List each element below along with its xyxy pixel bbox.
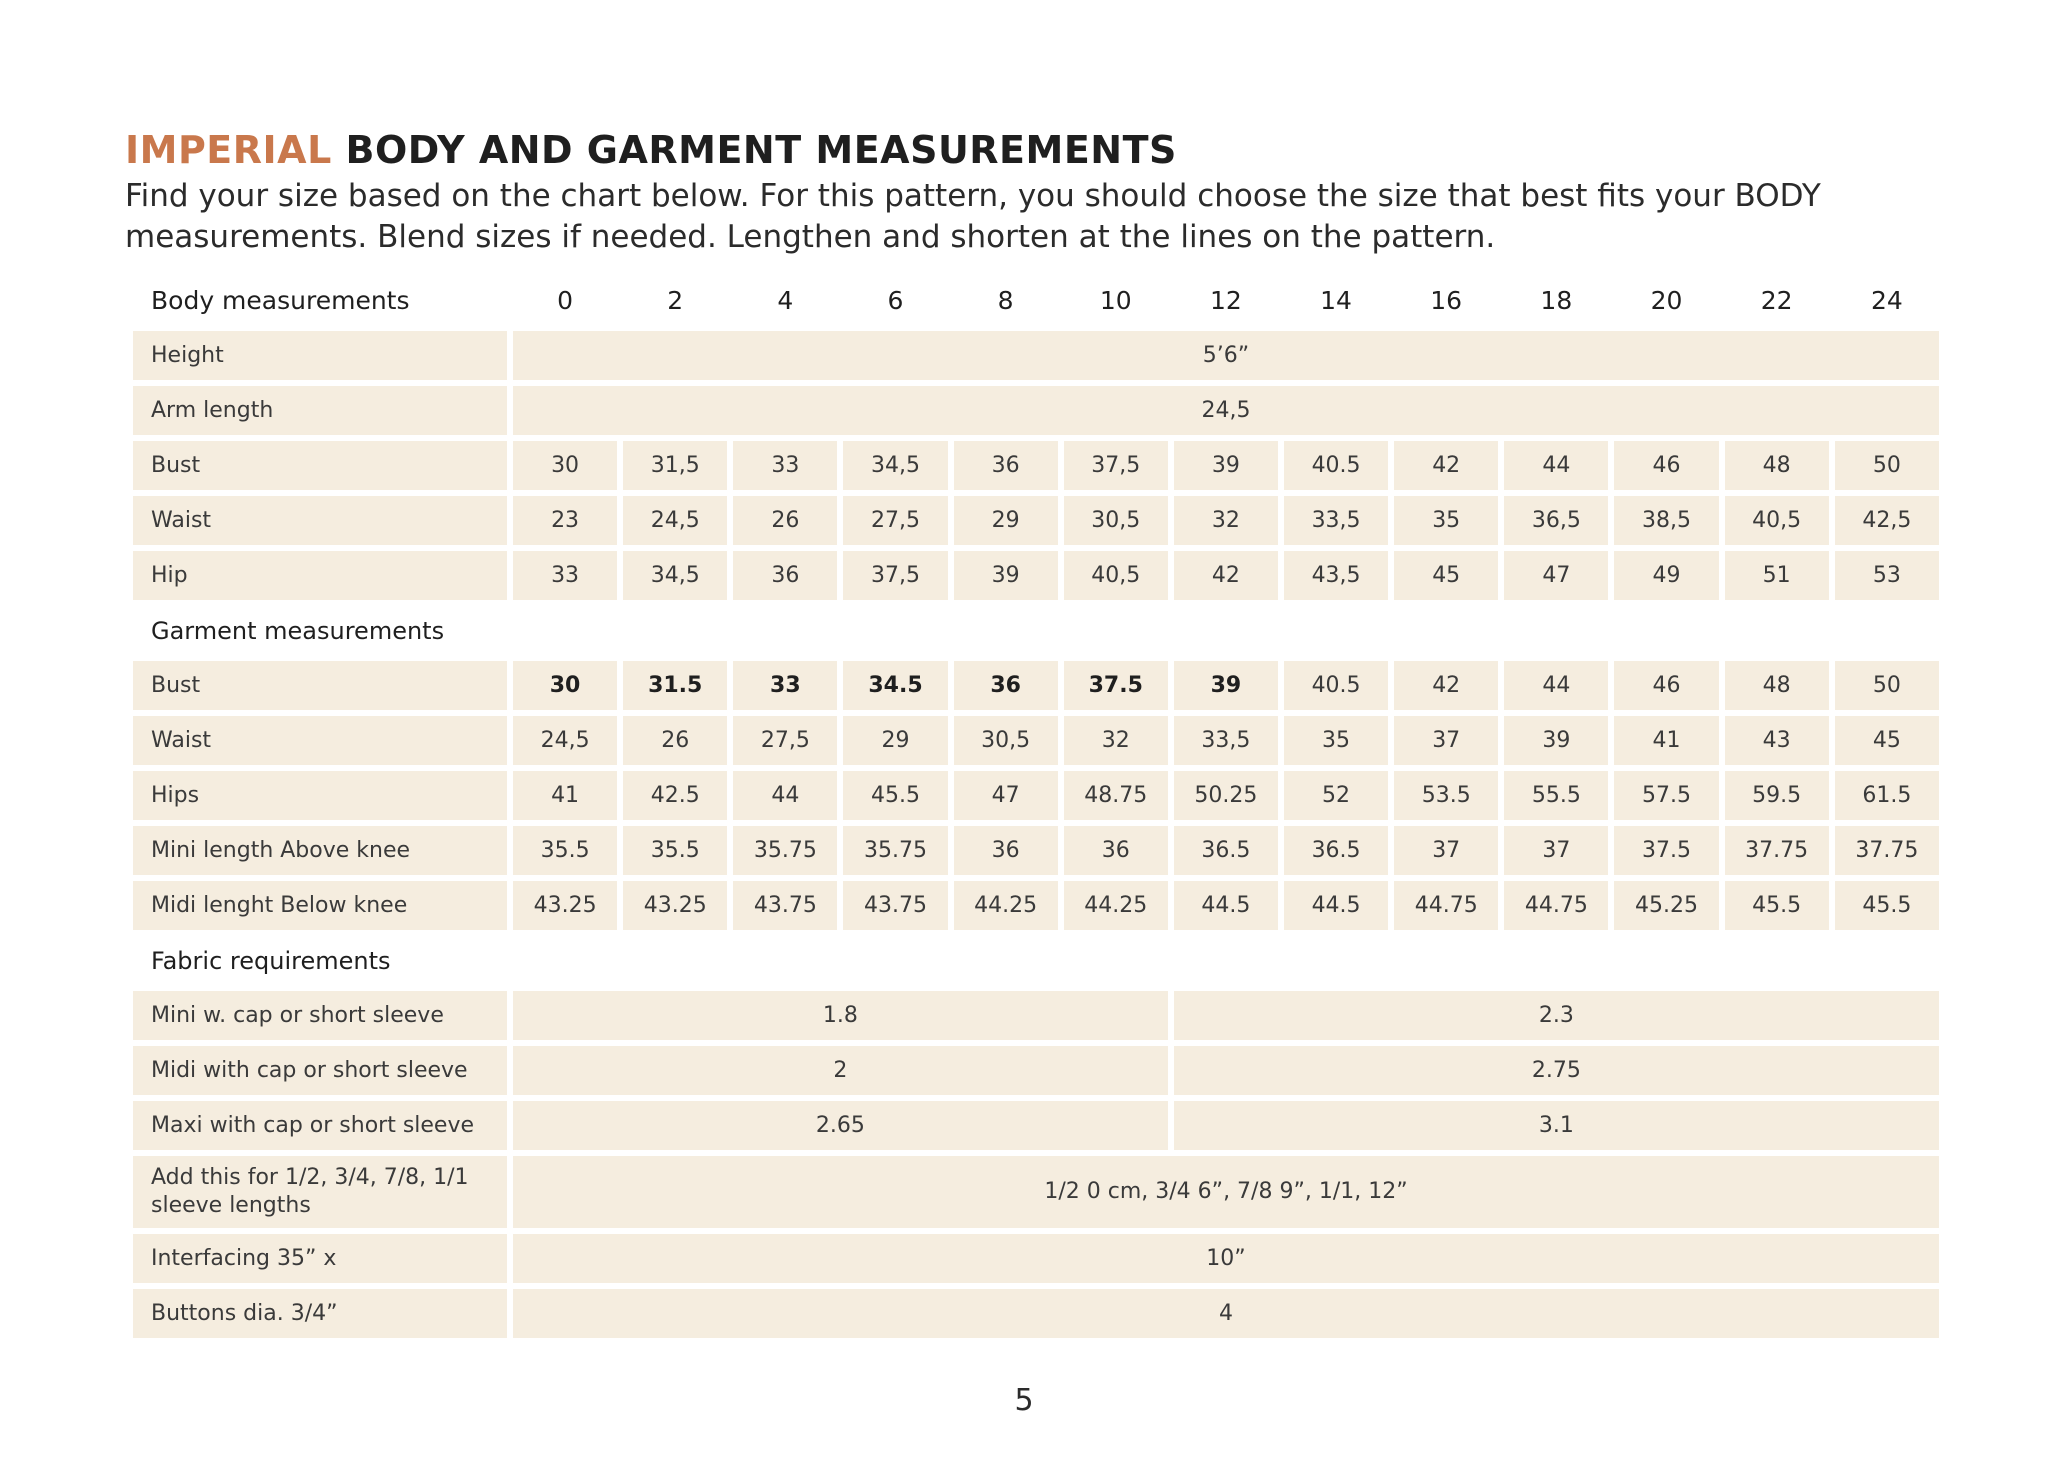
measurement-cell: 44 bbox=[1504, 441, 1608, 490]
page-number: 5 bbox=[1014, 1383, 1034, 1418]
measurement-cell: 26 bbox=[733, 496, 837, 545]
measurement-cell: 33 bbox=[733, 441, 837, 490]
measurement-cell: 37,5 bbox=[843, 551, 947, 600]
measurement-cell: 37.5 bbox=[1064, 661, 1168, 710]
measurement-cell: 57.5 bbox=[1614, 771, 1718, 820]
measurement-cell: 45.5 bbox=[843, 771, 947, 820]
size-header: 12 bbox=[1210, 286, 1242, 315]
measurement-cell: 46 bbox=[1614, 661, 1718, 710]
measurement-cell: 49 bbox=[1614, 551, 1718, 600]
row-label: Midi lenght Below knee bbox=[133, 881, 507, 930]
measurement-cell: 43.75 bbox=[733, 881, 837, 930]
measurement-cell: 42.5 bbox=[623, 771, 727, 820]
measurement-cell: 40,5 bbox=[1064, 551, 1168, 600]
body-measurement-row bbox=[133, 551, 1939, 600]
measurement-cell: 59.5 bbox=[1725, 771, 1829, 820]
size-header: 6 bbox=[887, 286, 904, 315]
fabric-small-value: 2.65 bbox=[513, 1101, 1168, 1150]
sleeve-label-line-2: sleeve lengths bbox=[151, 1193, 311, 1218]
measurement-cell: 53 bbox=[1835, 551, 1939, 600]
body-measurement-row bbox=[133, 496, 1939, 545]
measurement-cell: 37 bbox=[1504, 826, 1608, 875]
interfacing-row bbox=[133, 1234, 1939, 1283]
fabric-large-value: 3.1 bbox=[1174, 1101, 1939, 1150]
measurement-cell: 40,5 bbox=[1725, 496, 1829, 545]
row-label: Midi with cap or short sleeve bbox=[133, 1046, 507, 1095]
row-label: Arm length bbox=[133, 386, 507, 435]
measurement-cell: 27,5 bbox=[843, 496, 947, 545]
fabric-row bbox=[133, 1101, 1939, 1150]
title-rest: BODY AND GARMENT MEASUREMENTS bbox=[331, 128, 1177, 172]
measurement-cell: 32 bbox=[1064, 716, 1168, 765]
measurement-cell: 40.5 bbox=[1284, 441, 1388, 490]
measurement-cell: 43.25 bbox=[513, 881, 617, 930]
measurement-cell: 44.25 bbox=[954, 881, 1058, 930]
title-accent: IMPERIAL bbox=[125, 128, 332, 172]
intro-line-1: Find your size based on the chart below. For this pattern, you should choose the size that best fits your BODY bbox=[125, 178, 1821, 214]
size-header: 24 bbox=[1870, 286, 1903, 315]
row-label: Bust bbox=[133, 661, 507, 710]
measurement-cell: 38,5 bbox=[1614, 496, 1718, 545]
measurement-cell: 26 bbox=[623, 716, 727, 765]
size-header: 2 bbox=[667, 286, 684, 315]
buttons-value: 4 bbox=[513, 1289, 1939, 1338]
arm-length-row bbox=[133, 386, 1939, 435]
measurement-cell: 30,5 bbox=[1064, 496, 1168, 545]
measurement-cell: 35 bbox=[1394, 496, 1498, 545]
measurement-cell: 29 bbox=[954, 496, 1058, 545]
row-label: Hips bbox=[133, 771, 507, 820]
row-label: Bust bbox=[133, 441, 507, 490]
height-row bbox=[133, 331, 1939, 380]
measurement-cell: 30 bbox=[513, 661, 617, 710]
size-header: 22 bbox=[1760, 286, 1793, 315]
fabric-row bbox=[133, 1046, 1939, 1095]
body-measurements-header: Body measurements bbox=[151, 286, 410, 315]
measurement-cell: 37.75 bbox=[1725, 826, 1829, 875]
size-header: 8 bbox=[997, 286, 1014, 315]
fabric-small-value: 1.8 bbox=[513, 991, 1168, 1040]
measurement-cell: 43,5 bbox=[1284, 551, 1388, 600]
buttons-row bbox=[133, 1289, 1939, 1338]
measurement-cell: 33 bbox=[733, 661, 837, 710]
measurement-cell: 42 bbox=[1394, 441, 1498, 490]
row-label: Mini length Above knee bbox=[133, 826, 507, 875]
measurement-cell: 44.75 bbox=[1394, 881, 1498, 930]
garment-measurement-row bbox=[133, 881, 1939, 930]
measurement-cell: 42 bbox=[1174, 551, 1278, 600]
measurement-cell: 31,5 bbox=[623, 441, 727, 490]
measurement-cell: 47 bbox=[954, 771, 1058, 820]
measurement-cell: 36 bbox=[733, 551, 837, 600]
measurement-cell: 37.75 bbox=[1835, 826, 1939, 875]
measurement-cell: 44.25 bbox=[1064, 881, 1168, 930]
interfacing-value: 10” bbox=[513, 1234, 1939, 1283]
measurement-cell: 61.5 bbox=[1835, 771, 1939, 820]
intro-text bbox=[125, 176, 1945, 258]
garment-measurements-header: Garment measurements bbox=[151, 616, 445, 645]
measurement-cell: 35.75 bbox=[843, 826, 947, 875]
sleeve-length-value: 1/2 0 cm, 3/4 6”, 7/8 9”, 1/1, 12” bbox=[513, 1156, 1939, 1228]
garment-measurement-row bbox=[133, 771, 1939, 820]
measurement-cell: 44 bbox=[1504, 661, 1608, 710]
measurement-cell: 35.75 bbox=[733, 826, 837, 875]
row-label: Maxi with cap or short sleeve bbox=[133, 1101, 507, 1150]
measurement-cell: 37,5 bbox=[1064, 441, 1168, 490]
row-label: Waist bbox=[133, 716, 507, 765]
row-label: Hip bbox=[133, 551, 507, 600]
fabric-large-value: 2.75 bbox=[1174, 1046, 1939, 1095]
measurement-cell: 50 bbox=[1835, 661, 1939, 710]
measurement-cell: 37 bbox=[1394, 826, 1498, 875]
row-label: Waist bbox=[133, 496, 507, 545]
measurement-cell: 29 bbox=[843, 716, 947, 765]
measurement-cell: 36.5 bbox=[1174, 826, 1278, 875]
measurement-cell: 48 bbox=[1725, 661, 1829, 710]
measurement-cell: 39 bbox=[1504, 716, 1608, 765]
page-title bbox=[125, 128, 1177, 172]
measurement-cell: 39 bbox=[954, 551, 1058, 600]
measurement-cell: 23 bbox=[513, 496, 617, 545]
measurement-cell: 27,5 bbox=[733, 716, 837, 765]
measurement-cell: 53.5 bbox=[1394, 771, 1498, 820]
body-measurement-row bbox=[133, 441, 1939, 490]
measurement-cell: 44.5 bbox=[1174, 881, 1278, 930]
measurement-cell: 48.75 bbox=[1064, 771, 1168, 820]
measurement-cell: 33,5 bbox=[1284, 496, 1388, 545]
measurement-cell: 35.5 bbox=[623, 826, 727, 875]
measurement-cell: 24,5 bbox=[623, 496, 727, 545]
measurement-cell: 39 bbox=[1174, 441, 1278, 490]
measurement-cell: 34.5 bbox=[843, 661, 947, 710]
size-chart-body bbox=[133, 276, 1939, 1338]
measurement-cell: 41 bbox=[513, 771, 617, 820]
fabric-row bbox=[133, 991, 1939, 1040]
measurement-cell: 37 bbox=[1394, 716, 1498, 765]
measurement-cell: 36,5 bbox=[1504, 496, 1608, 545]
measurement-cell: 36 bbox=[954, 661, 1058, 710]
measurement-cell: 51 bbox=[1725, 551, 1829, 600]
measurement-cell: 46 bbox=[1614, 441, 1718, 490]
measurement-cell: 34,5 bbox=[623, 551, 727, 600]
row-label: Height bbox=[133, 331, 507, 380]
measurement-cell: 42,5 bbox=[1835, 496, 1939, 545]
intro-line-2: measurements. Blend sizes if needed. Lengthen and shorten at the lines on the pattern. bbox=[125, 219, 1496, 255]
measurement-cell: 34,5 bbox=[843, 441, 947, 490]
fabric-requirements-header: Fabric requirements bbox=[151, 946, 391, 975]
measurement-cell: 36 bbox=[954, 441, 1058, 490]
garment-measurement-row bbox=[133, 661, 1939, 710]
measurement-cell: 50 bbox=[1835, 441, 1939, 490]
measurement-cell: 43.75 bbox=[843, 881, 947, 930]
fabric-large-value: 2.3 bbox=[1174, 991, 1939, 1040]
measurement-cell: 35 bbox=[1284, 716, 1388, 765]
measurement-cell: 45 bbox=[1835, 716, 1939, 765]
row-label: Buttons dia. 3/4” bbox=[133, 1289, 507, 1338]
size-chart-table bbox=[127, 270, 1945, 1344]
fabric-section-row bbox=[133, 936, 1939, 985]
size-header: 18 bbox=[1540, 286, 1573, 315]
measurement-cell: 43.25 bbox=[623, 881, 727, 930]
sleeve-label-line-1: Add this for 1/2, 3/4, 7/8, 1/1 bbox=[151, 1165, 469, 1190]
size-header-row bbox=[133, 276, 1939, 325]
size-header: 0 bbox=[557, 286, 574, 315]
measurement-cell: 31.5 bbox=[623, 661, 727, 710]
fabric-small-value: 2 bbox=[513, 1046, 1168, 1095]
garment-measurement-row bbox=[133, 826, 1939, 875]
measurement-cell: 52 bbox=[1284, 771, 1388, 820]
measurement-cell: 33 bbox=[513, 551, 617, 600]
size-header: 4 bbox=[777, 286, 794, 315]
measurement-cell: 36 bbox=[1064, 826, 1168, 875]
measurement-cell: 45.25 bbox=[1614, 881, 1718, 930]
row-label: Mini w. cap or short sleeve bbox=[133, 991, 507, 1040]
measurement-cell: 30 bbox=[513, 441, 617, 490]
measurement-cell: 41 bbox=[1614, 716, 1718, 765]
measurement-cell: 39 bbox=[1174, 661, 1278, 710]
size-header: 20 bbox=[1650, 286, 1683, 315]
size-header: 16 bbox=[1430, 286, 1463, 315]
measurement-cell: 50.25 bbox=[1174, 771, 1278, 820]
measurement-cell: 42 bbox=[1394, 661, 1498, 710]
measurement-cell: 33,5 bbox=[1174, 716, 1278, 765]
measurement-cell: 30,5 bbox=[954, 716, 1058, 765]
measurement-cell: 44 bbox=[733, 771, 837, 820]
measurement-cell: 45 bbox=[1394, 551, 1498, 600]
measurement-cell: 55.5 bbox=[1504, 771, 1608, 820]
measurement-cell: 36 bbox=[954, 826, 1058, 875]
measurement-cell: 47 bbox=[1504, 551, 1608, 600]
measurement-cell: 32 bbox=[1174, 496, 1278, 545]
measurement-cell: 37.5 bbox=[1614, 826, 1718, 875]
sleeve-length-row bbox=[133, 1156, 1939, 1228]
size-header: 14 bbox=[1320, 286, 1352, 315]
measurement-cell: 45.5 bbox=[1725, 881, 1829, 930]
measurement-cell: 24,5 bbox=[513, 716, 617, 765]
measurement-cell: 48 bbox=[1725, 441, 1829, 490]
measurement-cell: 44.75 bbox=[1504, 881, 1608, 930]
arm-length-value: 24,5 bbox=[513, 386, 1939, 435]
size-header: 10 bbox=[1099, 286, 1132, 315]
measurement-cell: 36.5 bbox=[1284, 826, 1388, 875]
garment-measurement-row bbox=[133, 716, 1939, 765]
row-label: Interfacing 35” x bbox=[133, 1234, 507, 1283]
measurement-cell: 44.5 bbox=[1284, 881, 1388, 930]
measurement-cell: 45.5 bbox=[1835, 881, 1939, 930]
measurement-cell: 43 bbox=[1725, 716, 1829, 765]
measurement-cell: 35.5 bbox=[513, 826, 617, 875]
measurement-cell: 40.5 bbox=[1284, 661, 1388, 710]
garment-section-row bbox=[133, 606, 1939, 655]
height-value: 5’6” bbox=[513, 331, 1939, 380]
row-label bbox=[133, 1156, 507, 1228]
